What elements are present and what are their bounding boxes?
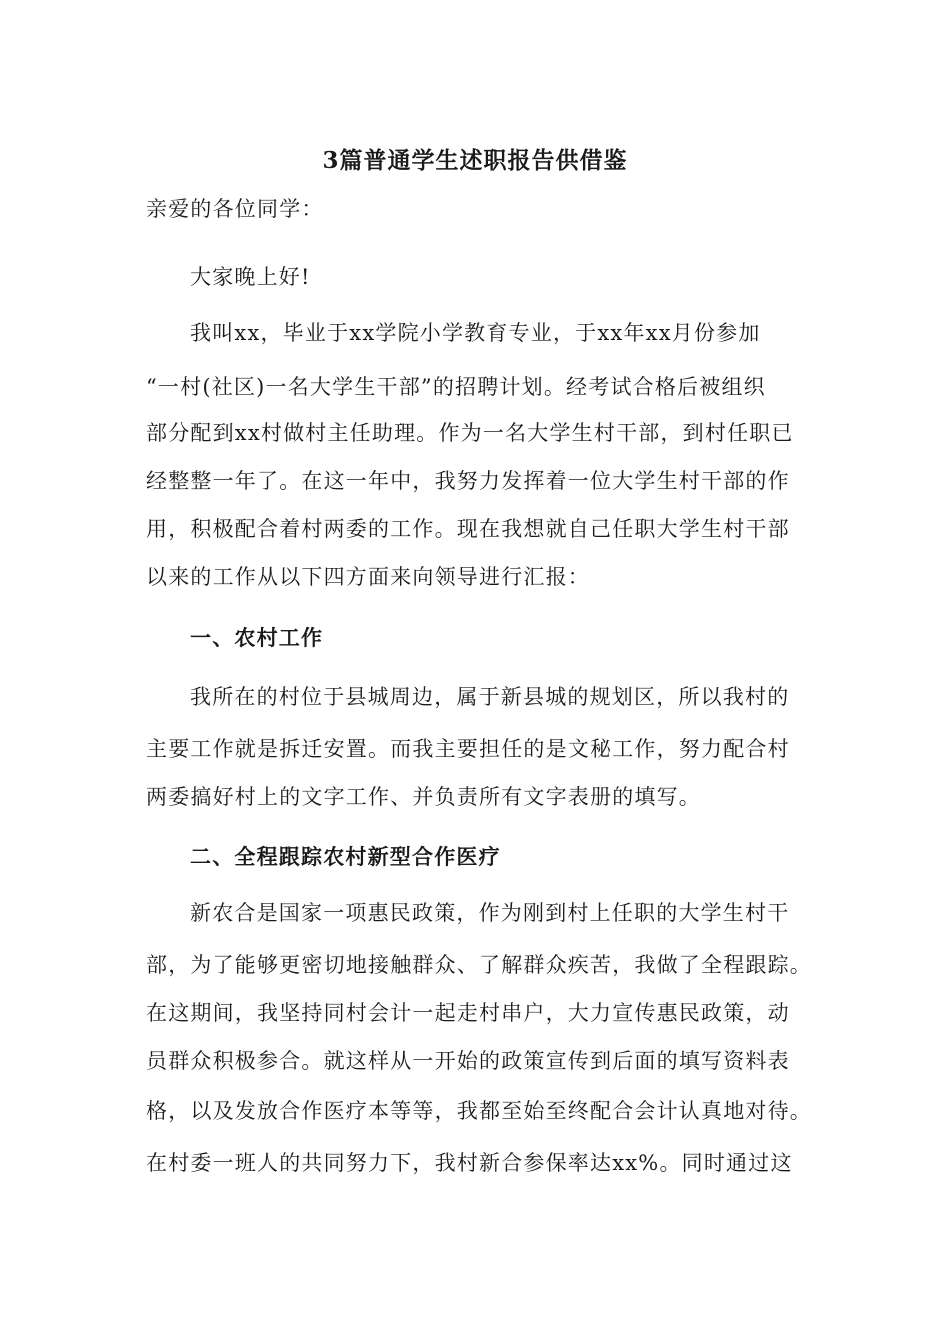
intro-line-3: 部分配到xx村做村主任助理。作为一名大学生村干部，到村任职已 xyxy=(146,421,794,445)
greeting: 大家晚上好! xyxy=(190,265,311,289)
section-heading-1: 一、农村工作 xyxy=(190,625,324,650)
section1-line-2: 主要工作就是拆迁安置。而我主要担任的是文秘工作，努力配合村 xyxy=(146,737,790,761)
section2-line-3: 在这期间，我坚持同村会计一起走村串户，大力宣传惠民政策，动 xyxy=(146,1001,790,1025)
intro-line-5: 用，积极配合着村两委的工作。现在我想就自己任职大学生村干部 xyxy=(146,517,790,541)
section1-line-1: 我所在的村位于县城周边，属于新县城的规划区，所以我村的 xyxy=(190,685,790,709)
intro-line-1: 我叫xx，毕业于xx学院小学教育专业，于xx年xx月份参加 xyxy=(190,321,761,345)
document-title: 3篇普通学生述职报告供借鉴 xyxy=(322,147,628,174)
section-heading-2: 二、全程跟踪农村新型合作医疗 xyxy=(190,844,501,869)
section2-line-1: 新农合是国家一项惠民政策，作为刚到村上任职的大学生村干 xyxy=(190,901,790,925)
section2-line-2: 部，为了能够更密切地接触群众、了解群众疾苦，我做了全程跟踪。 xyxy=(146,953,812,977)
section2-line-6: 在村委一班人的共同努力下，我村新合参保率达xx%。同时通过这 xyxy=(146,1151,793,1175)
intro-line-2: “一村(社区)一名大学生干部”的招聘计划。经考试合格后被组织 xyxy=(146,375,766,399)
intro-line-4: 经整整一年了。在这一年中，我努力发挥着一位大学生村干部的作 xyxy=(146,469,790,493)
section1-line-3: 两委搞好村上的文字工作、并负责所有文字表册的填写。 xyxy=(146,785,701,809)
salutation: 亲爱的各位同学： xyxy=(146,197,324,221)
section2-line-5: 格，以及发放合作医疗本等等，我都至始至终配合会计认真地对待。 xyxy=(146,1099,812,1123)
section2-line-4: 员群众积极参合。就这样从一开始的政策宣传到后面的填写资料表 xyxy=(146,1049,790,1073)
intro-line-6: 以来的工作从以下四方面来向领导进行汇报： xyxy=(146,565,590,589)
